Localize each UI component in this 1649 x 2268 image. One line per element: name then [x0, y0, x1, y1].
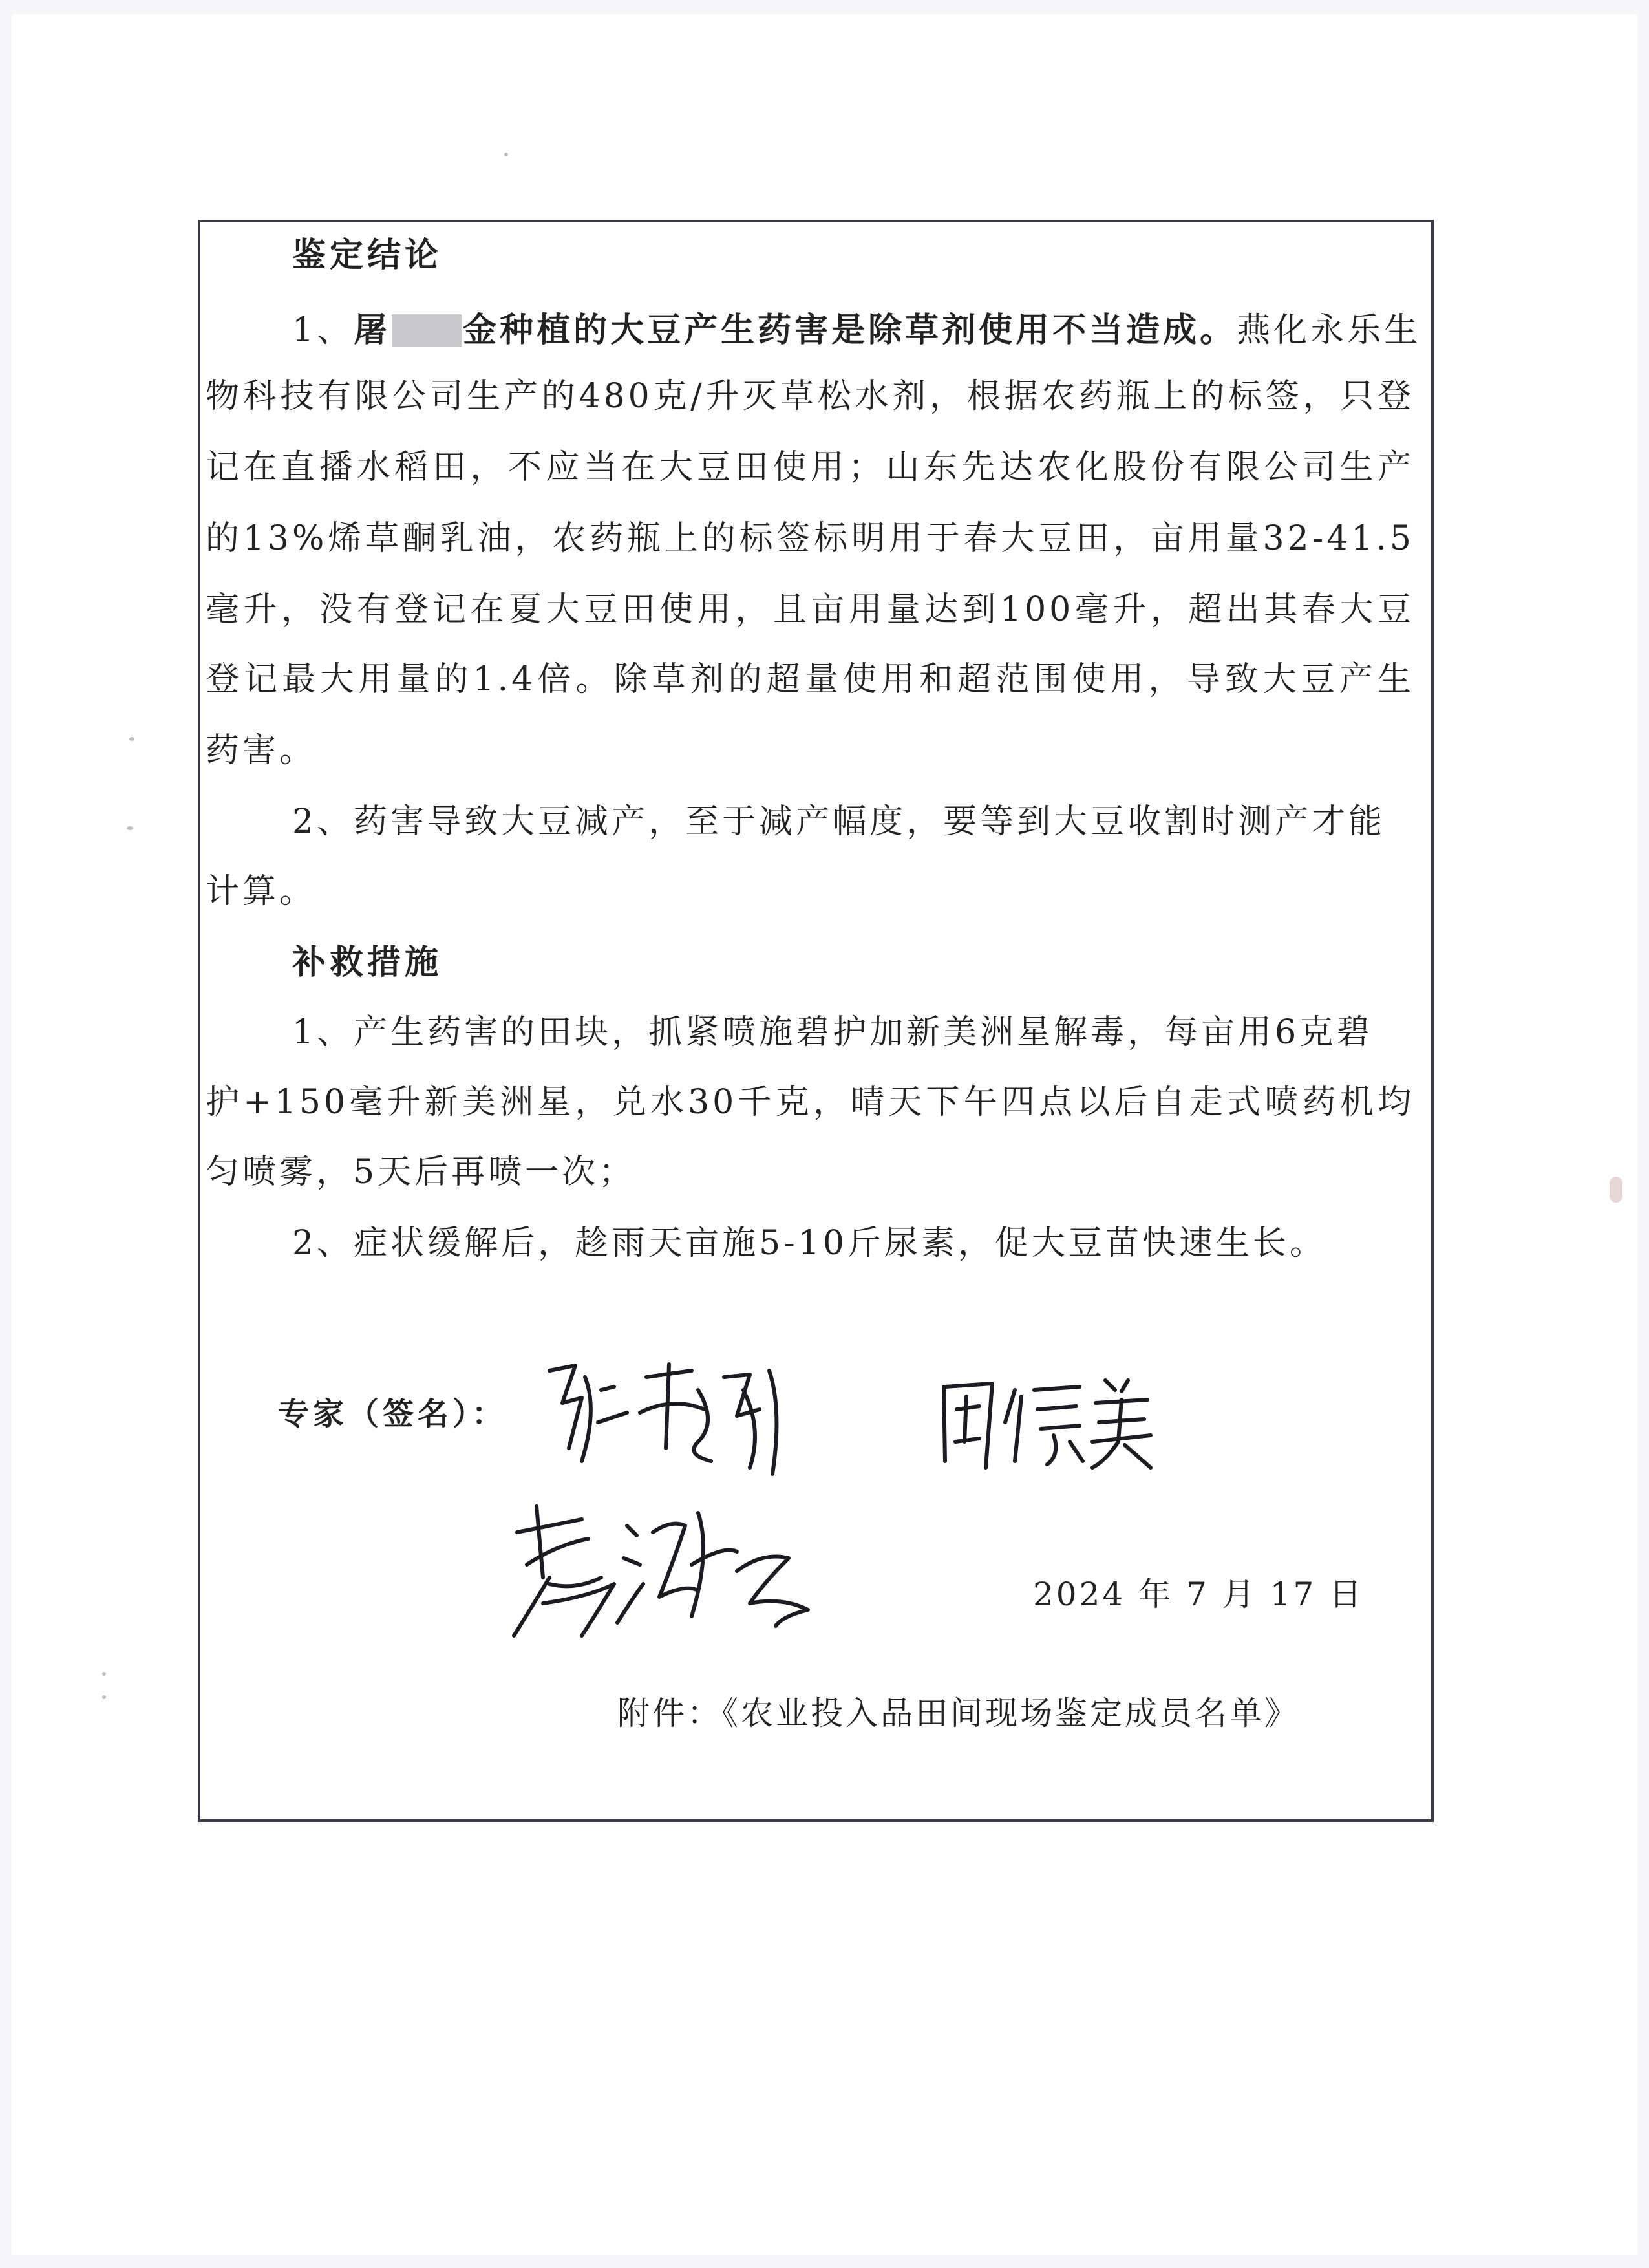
scan-speck: [127, 826, 133, 830]
remedy-heading: 补救措施: [292, 943, 443, 982]
scan-speck: [102, 1672, 106, 1676]
conclusion-heading: 鉴定结论: [292, 235, 443, 275]
conclusion-item2-line2: 计算。: [206, 872, 317, 911]
finding-bold: 金种植的大豆产生药害是除草剂使用不当造成。: [463, 310, 1237, 350]
redacted-name-block: [392, 314, 462, 347]
remedy-item1-line1: 1、产生药害的田块，抓紧喷施碧护加新美洲星解毒，每亩用6克碧: [292, 1013, 1374, 1052]
conclusion-item2-line1: 2、药害导致大豆减产，至于减产幅度，要等到大豆收割时测产才能: [292, 802, 1386, 841]
signature-zhou-demei: [931, 1371, 1164, 1474]
remedy-item1-line2: 护+150毫升新美洲星，兑水30千克，晴天下午四点以后自走式喷药机均: [206, 1083, 1414, 1122]
item-number: 1、: [292, 311, 354, 350]
document-date: 2024 年 7 月 17 日: [1033, 1576, 1365, 1613]
scan-speck: [102, 1695, 106, 1699]
remedy-item2-line1: 2、症状缓解后，趁雨天亩施5-10斤尿素，促大豆苗快速生长。: [292, 1224, 1326, 1263]
conclusion-item1-line4: 的13%烯草酮乳油，农药瓶上的标签标明用于春大豆田，亩用量32-41.5: [206, 519, 1414, 558]
conclusion-item1-line7: 药害。: [206, 731, 317, 770]
signature-label: 专家（签名）：: [278, 1396, 507, 1432]
remedy-item1-line3: 匀喷雾，5天后再喷一次；: [206, 1153, 636, 1192]
scan-stain: [1610, 1177, 1622, 1203]
scan-speck: [504, 153, 508, 156]
conclusion-item1-line2: 物科技有限公司生产的480克/升灭草松水剂，根据农药瓶上的标签，只登: [206, 377, 1414, 416]
finding-continuation: 燕化永乐生: [1237, 311, 1421, 350]
name-surname: 屠: [354, 310, 391, 350]
signature-li-hongchao: [504, 1487, 840, 1655]
conclusion-item1-line1: [292, 303, 1421, 351]
scan-speck: [129, 737, 134, 741]
conclusion-item1-line3: 记在直播水稻田，不应当在大豆田使用；山东先达农化股份有限公司生产: [206, 448, 1414, 487]
conclusion-item1-line5: 毫升，没有登记在夏大豆田使用，且亩用量达到100毫升，超出其春大豆: [206, 590, 1414, 629]
signature-zhang-jianxiang: [537, 1351, 808, 1481]
conclusion-item1-line6: 登记最大用量的1.4倍。除草剂的超量使用和超范围使用，导致大豆产生: [206, 660, 1414, 699]
attachment-note: 附件：《农业投入品田间现场鉴定成员名单》: [617, 1695, 1299, 1732]
